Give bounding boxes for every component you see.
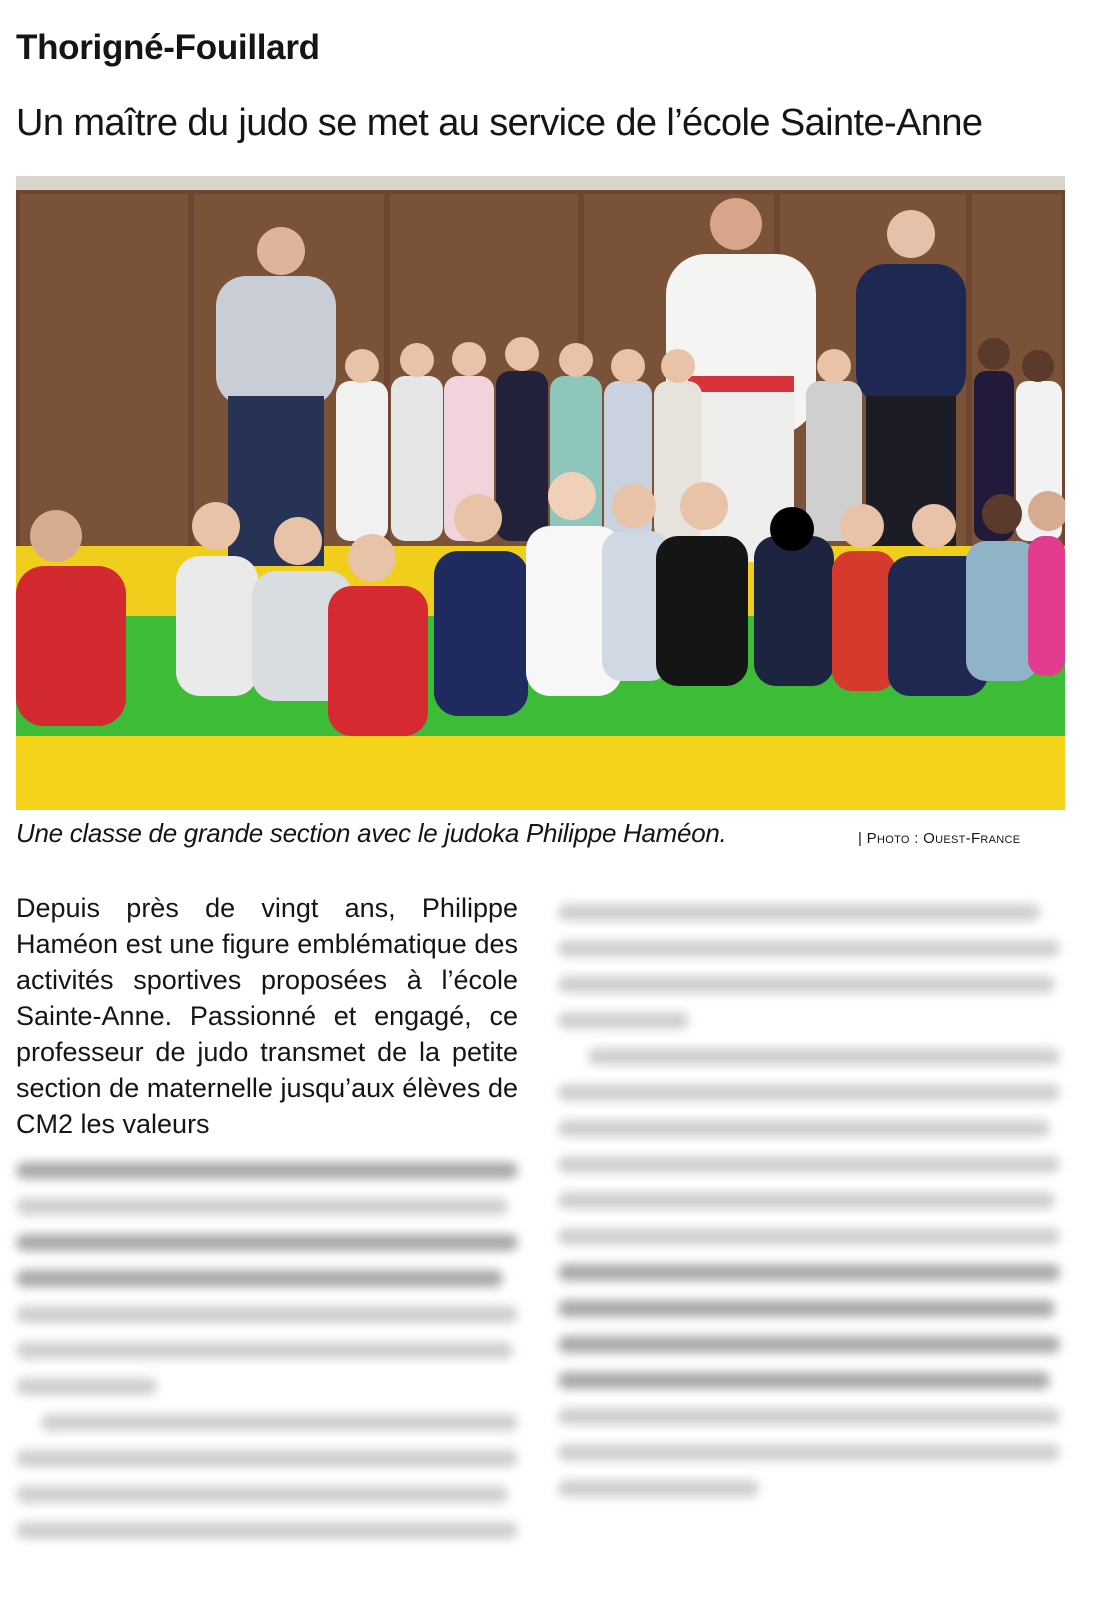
blurred-text-right bbox=[558, 904, 1060, 1516]
blurred-text-left bbox=[16, 1162, 518, 1558]
photo-credit: | Photo : Ouest-France bbox=[858, 830, 1021, 847]
article-headline: Un maître du judo se met au service de l’école Sainte-Anne bbox=[16, 102, 983, 144]
article-body-visible: Depuis près de vingt ans, Philippe Haméon est une figure emblématique des activités sportives proposées à l’école Sainte-Anne. Passionné et engagé, ce professeur de judo transmet de la petite section de maternelle jusqu’aux élèves de CM2 les valeurs bbox=[16, 893, 518, 1139]
group-photo bbox=[16, 176, 1065, 810]
photo-caption: Une classe de grande section avec le judoka Philippe Haméon. bbox=[16, 818, 727, 848]
section-town: Thorigné-Fouillard bbox=[16, 28, 320, 67]
article-body-left-column bbox=[16, 890, 518, 1142]
group-photo-image bbox=[16, 176, 1065, 810]
